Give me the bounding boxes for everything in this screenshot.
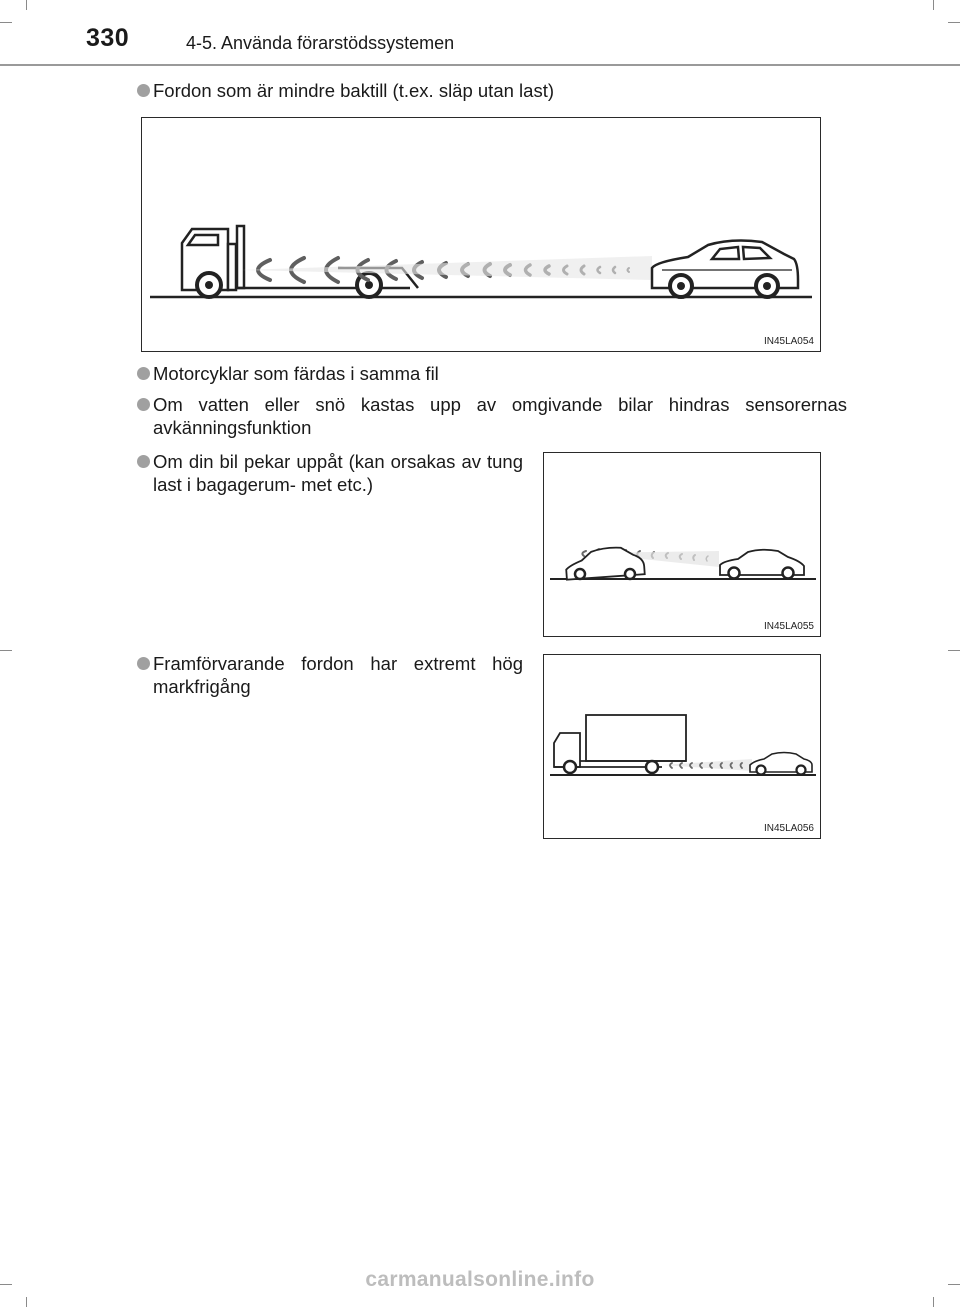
bullet-spray xyxy=(137,393,847,439)
crop-mark xyxy=(933,0,934,10)
figure-pointing-up xyxy=(543,452,821,637)
watermark: carmanualsonline.info xyxy=(365,1268,595,1291)
section-title: 4-5. Använda förarstödssystemen xyxy=(186,33,455,53)
crop-mark xyxy=(0,650,12,651)
crop-mark xyxy=(0,22,12,23)
header-divider xyxy=(0,64,960,66)
figure-trailer-detection xyxy=(141,117,821,352)
bullet-dot-icon xyxy=(137,398,150,411)
bullet-dot-icon xyxy=(137,367,150,380)
figure-code: IN45LA056 xyxy=(763,823,814,834)
crop-mark xyxy=(948,22,960,23)
bullet-text: Fordon som är mindre baktill (t.ex. släp utan last) xyxy=(153,80,554,101)
crop-mark xyxy=(26,1297,27,1307)
bullet-trailer xyxy=(137,79,847,102)
crop-mark xyxy=(933,1297,934,1307)
bullet-dot-icon xyxy=(137,657,150,670)
bullet-motorcycles xyxy=(137,362,847,385)
crop-mark xyxy=(26,0,27,10)
bullet-text: Framförvarande fordon har extremt hög markfrigång xyxy=(153,653,523,697)
bullet-text: Motorcyklar som färdas i samma fil xyxy=(153,363,439,384)
bullet-text: Om vatten eller snö kastas upp av omgivande bilar hindras sensorernas avkänningsfunktion xyxy=(153,394,847,438)
bullet-high-clearance xyxy=(137,652,523,698)
page-number: 330 xyxy=(86,24,130,52)
trailer-illustration xyxy=(142,118,822,353)
bullet-pointing-up xyxy=(137,450,523,496)
figure-code: IN45LA054 xyxy=(763,336,814,347)
high-clearance-illustration xyxy=(544,655,822,840)
pointing-up-illustration xyxy=(544,453,822,638)
crop-mark xyxy=(948,650,960,651)
truck-icon xyxy=(554,715,686,767)
bullet-dot-icon xyxy=(137,84,150,97)
figure-code: IN45LA055 xyxy=(763,621,814,632)
figure-high-clearance xyxy=(543,654,821,839)
bullet-dot-icon xyxy=(137,455,150,468)
bullet-text: Om din bil pekar uppåt (kan orsakas av tung last i bagagerum- met etc.) xyxy=(153,451,523,495)
